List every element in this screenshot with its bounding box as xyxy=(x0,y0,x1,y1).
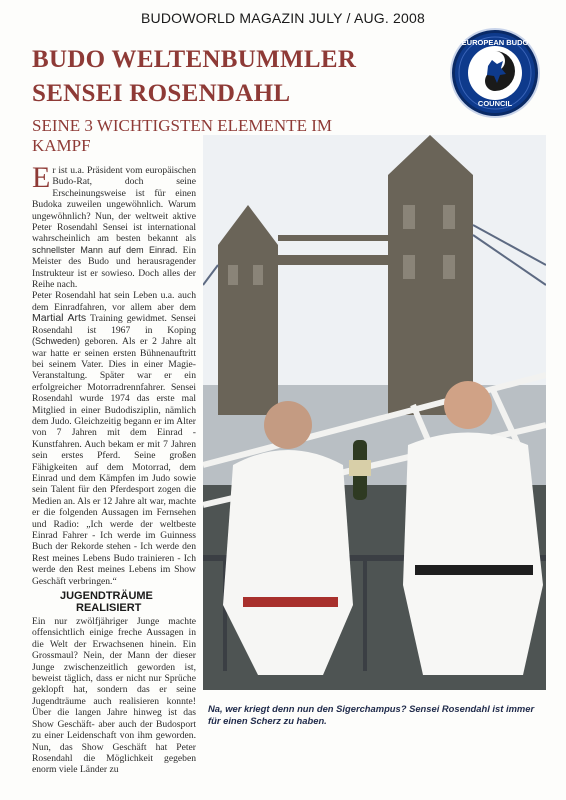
article-title-line-2: SENSEI ROSENDAHL xyxy=(32,80,291,107)
article-photo xyxy=(203,135,546,690)
highlight-unicycle: schnellster Mann auf dem Einrad xyxy=(32,244,176,255)
european-budo-council-logo xyxy=(452,30,538,116)
paragraph-biography-text-c: geboren. Als er 2 Jahre alt war hatte er seinen ersten Bühnenauftritt bei seinem Vater. Dies in einer Magie-Veranstaltung. Später war er ein erfolgreicher Motorradrennfahrer. Sensei Rosendahl wurde 1974 das erste mal Mitglied in einer Budodisziplin, nämlich dem Judo. Gleichzeitig begann er im Alter von 7 Jahren mit dem Einrad - Kunstfahren. Auch bekam er mit 7 Jahren sein erstes Pferd. Seine großen Fähigkeiten auf dem Motorrad, dem Einrad und dem Kämpfen im Judo sowie sein Talent für den Pferdesport zogen die Medien an. Als er 12 Jahre alt war, machte er die folgenden Aussagen im Fernsehen und Radio: „Ich werde der weltbeste Einrad Fahrer - Ich werde im Guinness Buch der Rekorde stehen - Ich werde den Rest meines Lebens Budo trainieren - Ich werde den Rest meines Lebens im Show Geschäft verbringen.“ xyxy=(32,336,196,587)
subheading-line-2: REALISIERT xyxy=(76,602,142,615)
logo-ring-text-top: EUROPEAN BUDO xyxy=(461,38,529,47)
photo-caption: Na, wer kriegt denn nun den Sigerchampus? Sensei Rosendahl ist immer für einen Scherz zu haben. xyxy=(208,703,535,726)
section-subheading xyxy=(60,590,196,614)
article-body-column xyxy=(32,161,197,776)
paragraph-intro xyxy=(32,161,196,291)
paragraph-biography xyxy=(32,290,196,587)
paragraph-intro-text-a: r ist u.a. Präsident vom europäischen Budo-Rat, doch seine Erscheinungsweise ist für einen Budoka zuweilen ungewöhnlich. Warum ungewöhnlich? Nun, der weltweit aktive Peter Rosendahl Sensei ist international wahrscheinlich am besten bekannt als xyxy=(32,165,196,245)
highlight-sweden: (Schweden) xyxy=(32,336,81,347)
tower-bridge-karate-photo xyxy=(203,135,546,690)
paragraph-youth-dreams: Ein nur zwölfjähriger Junge machte offensichtlich einige freche Aussagen in die Welt der Erwachsenen hinein. Ein Grossmaul? Nein, der Mann der dieser Junge zwischenzeitlich geworden ist, beweist täglich, dass er nicht nur Sprüche geklopft hat, sondern das er seine Jugendträume auch realisieren konnte! Über die langen Jahre hinweg ist das Show Geschäft- aber auch der Budosport zu einer Leidenschaft von ihm geworden. Nun, das Show Geschäft hat Peter Rosendahl die Möglichkeit gegeben enorm viele Länder zu xyxy=(32,616,196,776)
paragraph-biography-text-a: Peter Rosendahl hat sein Leben u.a. auch dem Einradfahren, vor allem aber dem xyxy=(32,290,196,313)
logo-ring-text-bottom: COUNCIL xyxy=(477,99,513,108)
drop-cap: E xyxy=(32,161,51,194)
highlight-martial-arts: Martial Arts xyxy=(32,312,87,325)
paragraph-intro-text-b: . Ein Meister des Budo und herausragender Instrukteur ist er sowieso. Doch alles der Reihe nach. xyxy=(32,244,196,291)
article-title-line-1: BUDO WELTENBUMMLER xyxy=(32,46,357,73)
subheading-line-1: JUGENDTRÄUME xyxy=(60,590,153,603)
paragraph-biography-text-b: Training gewidmet. Sensei Rosendahl ist 1967 in Koping xyxy=(32,313,197,336)
article-subtitle: SEINE 3 WICHTIGSTEN ELEMENTE IM KAMPF xyxy=(32,116,332,155)
masthead: BUDOWORLD MAGAZIN JULY / AUG. 2008 xyxy=(140,10,426,26)
